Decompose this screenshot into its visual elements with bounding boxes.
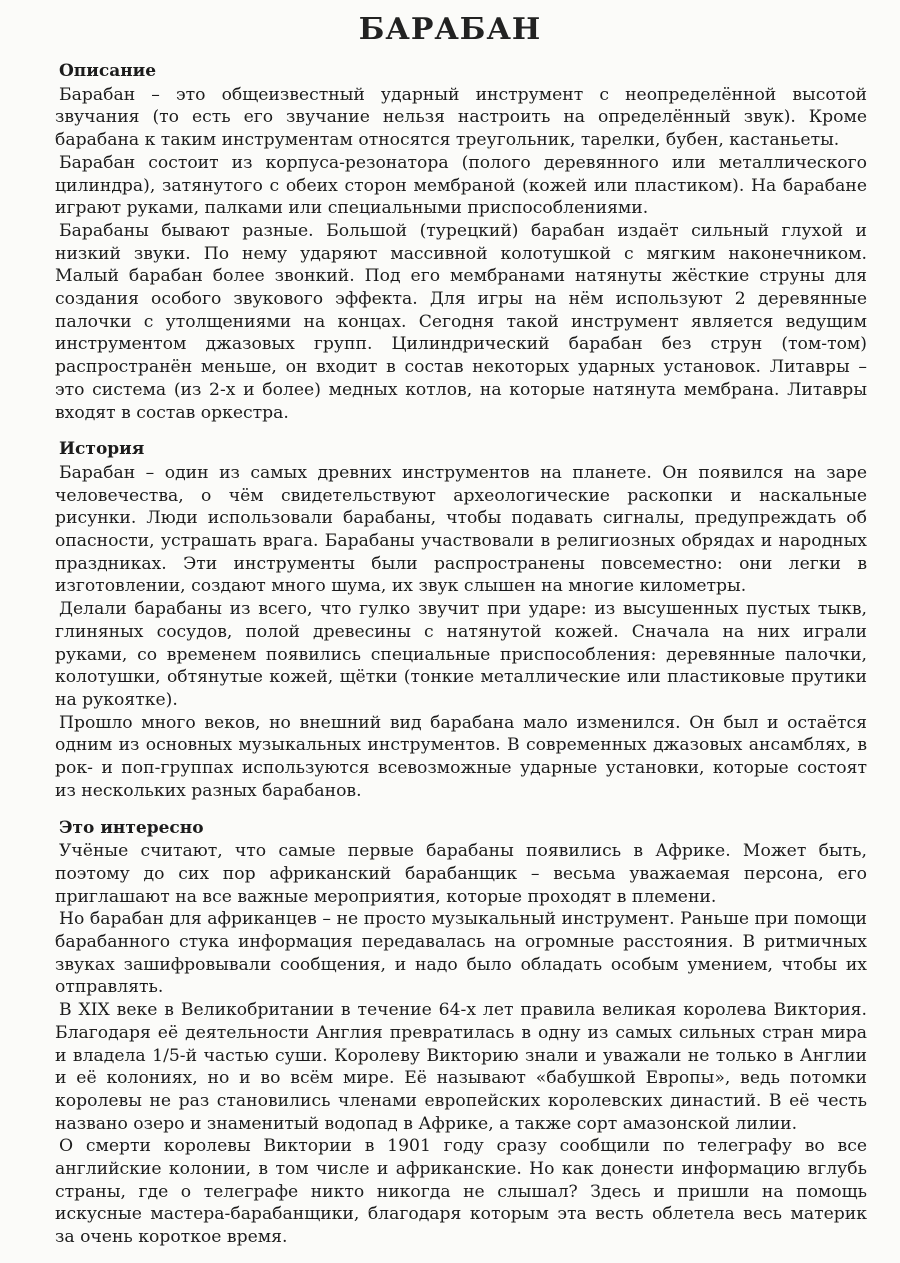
paragraph: Учёные считают, что самые первые барабаны появились в Африке. Может быть, поэтому до сих пор африканский барабанщик – весьма уважаемая персона, его приглашают на все важные мероприятия, которые проходят в племени. (55, 841, 867, 907)
section-heading: История (59, 439, 145, 460)
section-heading: Описание (59, 61, 157, 81)
document-body (55, 60, 867, 1263)
paragraph: Барабаны бывают разные. Большой (турецкий) барабан издаёт сильный глухой и низкий звуки. По нему ударяют массивной колотушкой с мягким наконечником. Малый барабан более звонкий. Под его мембранами натянуты жёсткие струны для создания особого звукового эффекта. Для игры на нём используют 2 деревянные палочки с утолщениями на концах. Сегодня такой инструмент является ведущим инструментом джазовых групп. Цилиндрический барабан без струн (том-том) распространён меньше, он входит в состав некоторых ударных установок. Литавры – это система (из 2-х и более) медных котлов, на которые натянута мембрана. Литавры входят в состав оркестра. (55, 220, 867, 423)
paragraph: Прошло много веков, но внешний вид барабана мало изменился. Он был и остаётся одним из основных музыкальных инструментов. В современных джазовых ансамблях, в рок- и поп-группах используются всевозможные ударные установки, которые состоят из нескольких разных барабанов. (55, 712, 867, 801)
section-history (55, 438, 867, 802)
paragraph: Но барабан для африканцев – не просто музыкальный инструмент. Раньше при помощи барабанного стука информация передавалась на огромные расстояния. В ритмичных звуках зашифровывали сообщения, и надо было обладать особым умением, чтобы их отправлять. (55, 909, 867, 998)
paragraph: Барабан состоит из корпуса-резонатора (полого деревянного или металлического цилиндра), затянутого с обеих сторон мембраной (кожей или пластиком). На барабане играют руками, палками или специальными приспособлениями. (55, 152, 867, 219)
paragraph: Барабан – один из самых древних инструментов на планете. Он появился на заре человечества, о чём свидетельствуют археологические раскопки и наскальные рисунки. Люди использовали барабаны, чтобы подавать сигналы, предупреждать об опасности, устрашать врага. Барабаны участвовали в религиозных обрядах и народных праздниках. Эти инструменты были распространены повсеместно: они легки в изготовлении, создают много шума, их звук слышен на многие километры. (55, 462, 867, 597)
paragraph: О смерти королевы Виктории в 1901 году сразу сообщили по телеграфу во все английские колонии, в том числе и африканские. Но как донести информацию вглубь страны, где о телеграфе никто никогда не слышал? Здесь и пришли на помощь искусные мастера-барабанщики, благодаря которым эта весть облетела весь материк за очень короткое время. (55, 1136, 867, 1248)
paragraph: Барабан – это общеизвестный ударный инструмент с неопределённой высотой звучания (то есть его звучание нельзя настроить на определённый звук). Кроме барабана к таким инструментам относятся треугольник, тарелки, бубен, кастаньеты. (55, 84, 867, 151)
section-interesting (55, 817, 867, 1249)
paragraph: Делали барабаны из всего, что гулко звучит при ударе: из высушенных пустых тыкв, глиняных сосудов, полой древесины с натянутой кожей. Сначала на них играли руками, со временем появились специальные приспособления: деревянные палочки, колотушки, обтянутые кожей, щётки (тонкие металлические или пластиковые прутики на рукоятке). (55, 599, 867, 710)
page-title: БАРАБАН (358, 12, 542, 47)
section-heading: Это интересно (59, 817, 204, 838)
section-description (55, 60, 867, 424)
paragraph: В XIX веке в Великобритании в течение 64-х лет правила великая королева Виктория. Благодаря её деятельности Англия превратилась в одну из самых сильных стран мира и владела 1/5-й частью суши. Королеву Викторию знали и уважали не только в Англии и её колониях, но и во всём мире. Её называют «бабушкой Европы», ведь потомки королевы не раз становились членами европейских королевских династий. В её честь названо озеро и знаменитый водопад в Африке, а также сорт амазонской лилии. (55, 1000, 867, 1134)
